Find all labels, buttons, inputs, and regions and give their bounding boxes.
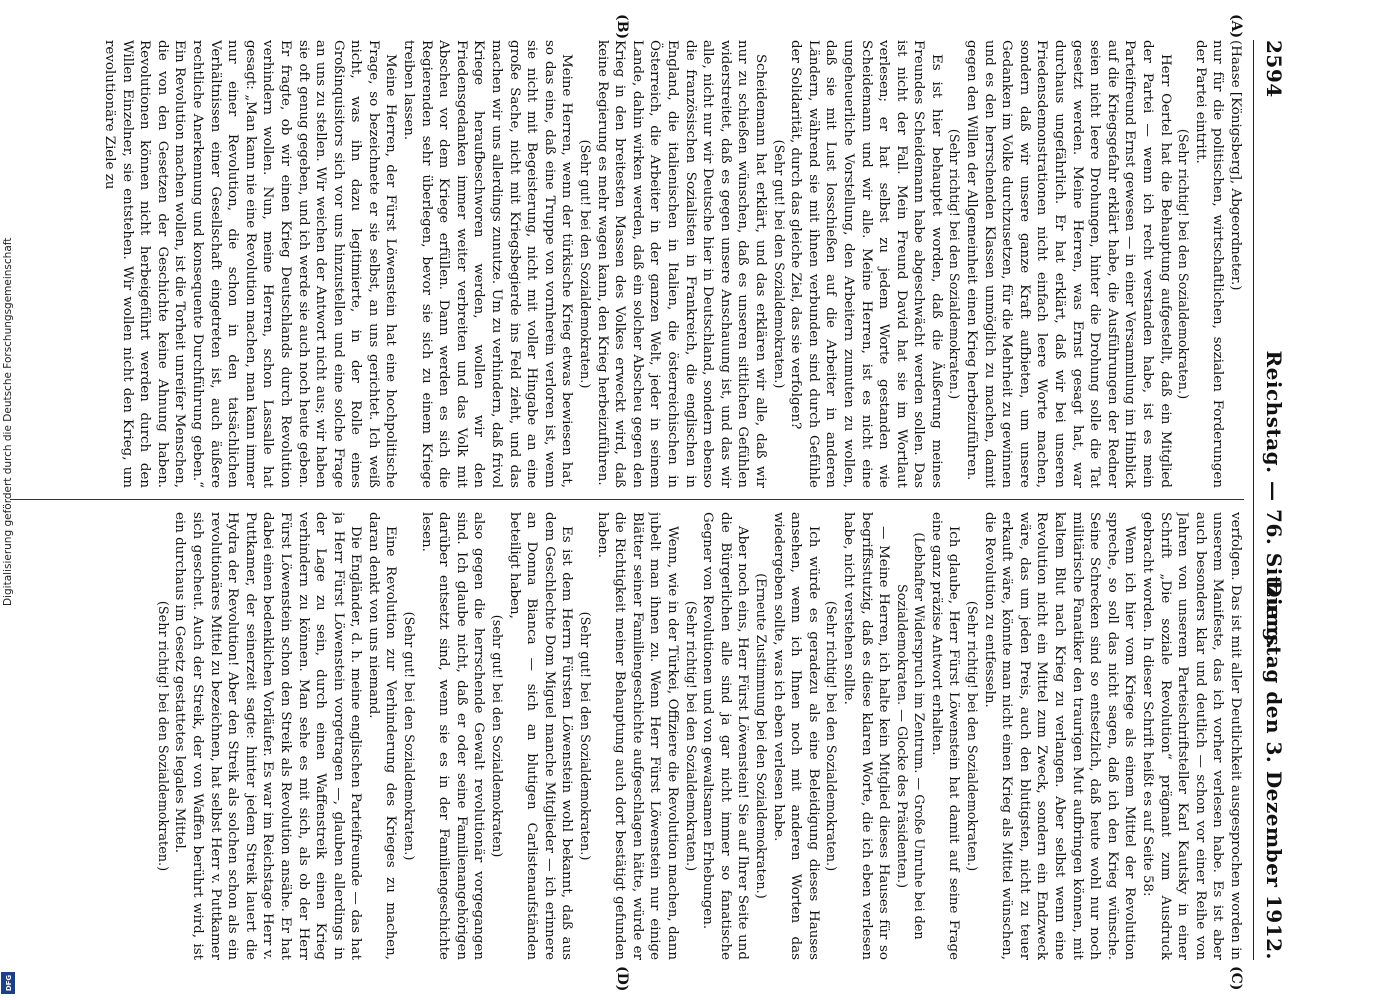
text-paragraph: (Haase [Königsberg], Abgeordneter.) xyxy=(1228,40,1243,291)
text-paragraph: nur für die politischen, wirtschaftlichen, sozialen Forderungen der Partei eintritt. xyxy=(1192,40,1226,488)
column-divider xyxy=(10,499,1244,500)
interjection: (Sehr gut! bei den Sozialdemokraten.) xyxy=(770,139,786,389)
text-paragraph: Ich würde es geradezu als eine Beleidigung dieses Hauses ansehen, wenn ich Ihnen noch mit anderen Worten das wiedergeben sollte, was ich eben verlesen habe. xyxy=(770,512,821,960)
margin-marker-d: (D) xyxy=(614,966,630,992)
interjection: (Sehr richtig! bei den Sozialdemokraten.) xyxy=(964,600,980,872)
interjection: (Lebhafter Widerspruch im Zentrum. — Große Unruhe bei den Sozialdemokraten. — Glocke des Präsidenten.) xyxy=(893,532,927,940)
session-title: Reichstag. — 76. Sitzung. xyxy=(1262,350,1286,650)
text-paragraph: Die Engländer, d. h. meine englischen Parteifreunde — das hat ja Herr Fürst Löwenstein vorgetragen —, glauben allerdings in der Lage zu sein, durch einen Waffenstreik einen Krieg verhindern zu können. Man sehe es mit sich, als ob der Herr Fürst Löwenstein schon den Streik als Revolution ansähe. Er hat dabei einen bedenklichen Vorläufer. Es war im Reichstage Herr v. Puttkamer, der seinerzeit sagte: hinter jedem Streik lauert die Hydra der Revolution! Aber den Streik als solchen schon als ein revolutionäres Mittel zu bezeichnen, hat selbst Herr v. Puttkamer sich gescheut. Auch der Streik, der von Waffen berührt wird, ist ein durchaus im Gesetz gestattetes legales Mittel. xyxy=(172,512,364,960)
dfg-logo-text: DFG xyxy=(5,974,14,992)
text-paragraph: also gegen die herrschende Gewalt revolutionär vorgegangen sind. Ich glaube nicht, daß er oder seine Familienangehörigen darüber entsetzt sind, wenn sie es in der Familiengeschichte lesen. xyxy=(418,512,487,960)
digitization-credit: Digitalisierung gefördert durch die Deutsche Forschungsgemeinschaft xyxy=(2,237,14,606)
text-paragraph: Meine Herren, der Fürst Löwenstein hat eine hochpolitische Frage, so bezeichnete er sie selbst, an uns gerichtet. Ich weiß nicht, was ihn dazu legitimierte, in der Rolle eines Großinquisitors sich vor uns hinzustellen und eine solche Frage an uns zu stellen. Wir weichen der Antwort nicht aus; wir haben sie oft genug gegeben, und ich werde sie auch noch heute geben. Er fragte, ob wir einen Krieg Deutschlands durch Revolution verhindern wollen. Nun, meine Herren, schon Lassalle hat gesagt: „Man kann nie eine Revolution machen, man kann immer nur einer Revolution, die schon in den tatsächlichen Verhältnissen einer Gesellschaft eingetreten ist, auch äußere rechtliche Anerkennung und konsequente Durchführung geben.“ Ein Revolution machen wollen, ist die Torheit unreifer Menschen, die von den Gesetzen der Geschichte keine Ahnung haben. Revolutionen können nicht herbeigeführt werden durch den Willen Einzelner, sie entstehen. Wir wollen nicht den Krieg, um revolutionäre Ziele zu xyxy=(102,40,399,488)
text-paragraph: Ich glaube, Herr Fürst Löwenstein hat damit auf seine Frage eine ganz präzise Antwort erhalten. xyxy=(928,512,962,960)
text-paragraph: Aber noch eins, Herr Fürst Löwenstein! Sie auf Ihrer Seite und die Bürgerlichen alle sind ja gar nicht immer so fanatische Gegner von Revolutionen und von gewaltsamen Erhebungen. xyxy=(700,512,751,960)
page-number: 2594 xyxy=(1262,40,1286,98)
text-paragraph: Es ist hier behauptet worden, daß die Äußerung meines Freundes Scheidemann habe abgeschwächt werden sollen. Das ist nicht der Fall. Mein Freund David hat sie im Wortlaut verlesen; er hat selbst zu jedem Worte gestanden wie Scheidemann und wir alle. Meine Herren, ist es nicht eine ungeheuerliche Vorstellung, den Arbeitern zumuten zu wollen, daß sie mit Lust losschießen auf die Arbeiter in anderen Ländern, während sie mit ihnen verbunden sind durch Gefühle der Solidarität, durch das gleiche Ziel, das sie verfolgen? xyxy=(788,40,944,488)
left-column xyxy=(10,40,1244,488)
text-paragraph: Es ist dem Herrn Fürsten Löwenstein wohl bekannt, daß aus dem Geschlechte Dom Miguel manche Mitglieder — ich erinnere an Donna Bianca — sich an blutigen Carlistenaufständen beteiligt haben, xyxy=(506,512,575,960)
interjection: (Sehr gut! bei den Sozialdemokraten.) xyxy=(577,611,593,861)
interjection: (Sehr gut! bei den Sozialdemokraten.) xyxy=(401,611,417,861)
header-rule xyxy=(1253,40,1254,960)
interjection: (Sehr gut! bei den Sozialdemokraten.) xyxy=(577,139,593,389)
page-header xyxy=(1260,40,1286,960)
right-column xyxy=(10,512,1244,960)
text-paragraph: Wenn, wie in der Türkei, Offiziere die Revolution machen, dann jubelt man ihnen zu. Wenn Herr Fürst Löwenstein nur einige Blätter seiner Familiengeschichte aufgeschlagen hätte, würde er die Richtigkeit meiner Behauptung auch dort bestätigt gefunden haben. xyxy=(594,512,680,960)
margin-marker-a: (A) xyxy=(1228,14,1244,39)
margin-marker-c: (C) xyxy=(1228,966,1244,991)
dfg-logo xyxy=(1,972,15,994)
interjection: (sehr gut! bei den Sozialdemokraten) xyxy=(489,614,505,858)
interjection: (Sehr richtig! bei den Sozialdemokraten.) xyxy=(823,600,839,872)
text-paragraph: Herr Oertel hat die Behauptung aufgestellt, daß ein Mitglied der Partei — wenn ich recht verstanden habe, ist es mein Parteifreund Ernst gewesen — in einer Versammlung im Hinblick auf die Kriegsgefahr erklärt habe, die Ausführungen der Redner seien nicht leere Drohungen, hinter die Drohung solle die Tat gesetzt werden. Meine Herren, was Ernst gesagt hat, war durchaus ungefährlich. Er hat erklärt, daß wir bei unseren Friedensdemonstrationen nicht einfach leere Worte machen, sondern daß wir unsere ganze Kraft aufbieten, um unsere Gedanken im Volke durchzusetzen, für die Mehrheit zu gewinnen und es den herrschenden Klassen unmöglich zu machen, damit gegen den Willen der Allgemeinheit einen Krieg herbeizuführen. xyxy=(964,40,1173,488)
text-paragraph: Meine Herren, wenn der türkische Krieg etwas bewiesen hat, so das eine, daß eine Truppe von vornherein verloren ist, wenn sie nicht mit Begeisterung, nicht mit voller Hingabe an eine große Sache, nicht mit Kriegsbegierde ins Feld zieht, und das machen wir uns allerdings zunutze. Um zu verhindern, daß frivol Kriege heraufbeschworen werden, wollen wir den Friedensgedanken immer weiter verbreiten und das Volk mit Abscheu vor dem Kriege erfüllen. Dann werden es sich die Regierenden sehr überlegen, bevor sie sich zu einem Kriege treiben lassen. xyxy=(401,40,575,488)
text-paragraph: Eine Revolution zur Verhinderung des Krieges zu machen, daran denkt von uns niemand. xyxy=(365,512,399,960)
text-paragraph: — Meine Herren, ich halte kein Mitglied dieses Hauses für so begriffsstutzig, daß es diese klaren Worte, die ich eben verlesen habe, nicht verstehen sollte. xyxy=(840,512,892,960)
interjection: (Erneute Zustimmung bei den Sozialdemokraten.) xyxy=(752,573,768,899)
interjection: (Sehr richtig! bei den Sozialdemokraten.) xyxy=(1175,128,1191,400)
session-date: Dienstag den 3. Dezember 1912. xyxy=(1262,580,1286,960)
interjection: (Sehr richtig! bei den Sozialdemokraten.) xyxy=(682,600,698,872)
interjection: (Sehr richtig! bei den Sozialdemokraten.) xyxy=(154,600,170,872)
margin-marker-b: (B) xyxy=(614,14,630,40)
interjection: (Sehr richtig! bei den Sozialdemokraten.) xyxy=(946,128,962,400)
text-paragraph: Wenn ich hier vom Kriege als einem Mittel der Revolution spreche, so soll das nicht sagen, daß ich den Krieg wünsche. Seine Schrecken sind so entsetzlich, daß heute wohl nur noch militärische Fanatiker den traurigen Mut aufbringen können, mit kaltem Blut nach Krieg zu verlangen. Aber selbst wenn eine Revolution nicht ein Mittel zum Zweck, sondern ein Endzweck wäre, das um jeden Preis, auch den blutigsten, nicht zu teuer erkauft wäre, könnte man nicht einen Krieg als Mittel wünschen, die Revolution zu entfesseln. xyxy=(981,512,1138,960)
text-paragraph: verfolgen. Das ist mit aller Deutlichkeit ausgesprochen worden in unserem Manifeste, das ich vorher verlesen habe. Es ist aber auch besonders klar und deutlich — schon vor einer Reihe von Jahren von unserem Parteischriftsteller Karl Kautsky in einer Schrift „Die soziale Revolution“ prägnant zum Ausdruck gebracht worden. In dieser Schrift heißt es auf Seite 58: xyxy=(1140,512,1243,960)
text-paragraph: Scheidemann hat erklärt, und das erklären wir alle, daß wir nur zu schießen wünschen, daß es unseren sittlichen Gefühlen widerstreitet, daß es gegen unsere Anschauung ist, und das wir alle, nicht nur wir Deutsche hier in Deutschland, sondern ebenso die französischen Sozialisten in Frankreich, die englischen in England, die italienischen in Italien, die österreichischen in Österreich, die Arbeiter in der ganzen Welt, jeder in seinem Lande, dahin wirken werden, daß ein solcher Abscheu gegen den Krieg in den breitesten Massen des Volkes erweckt wird, daß keine Regierung es mehr wagen kann, den Krieg herbeizuführen. xyxy=(594,40,768,488)
